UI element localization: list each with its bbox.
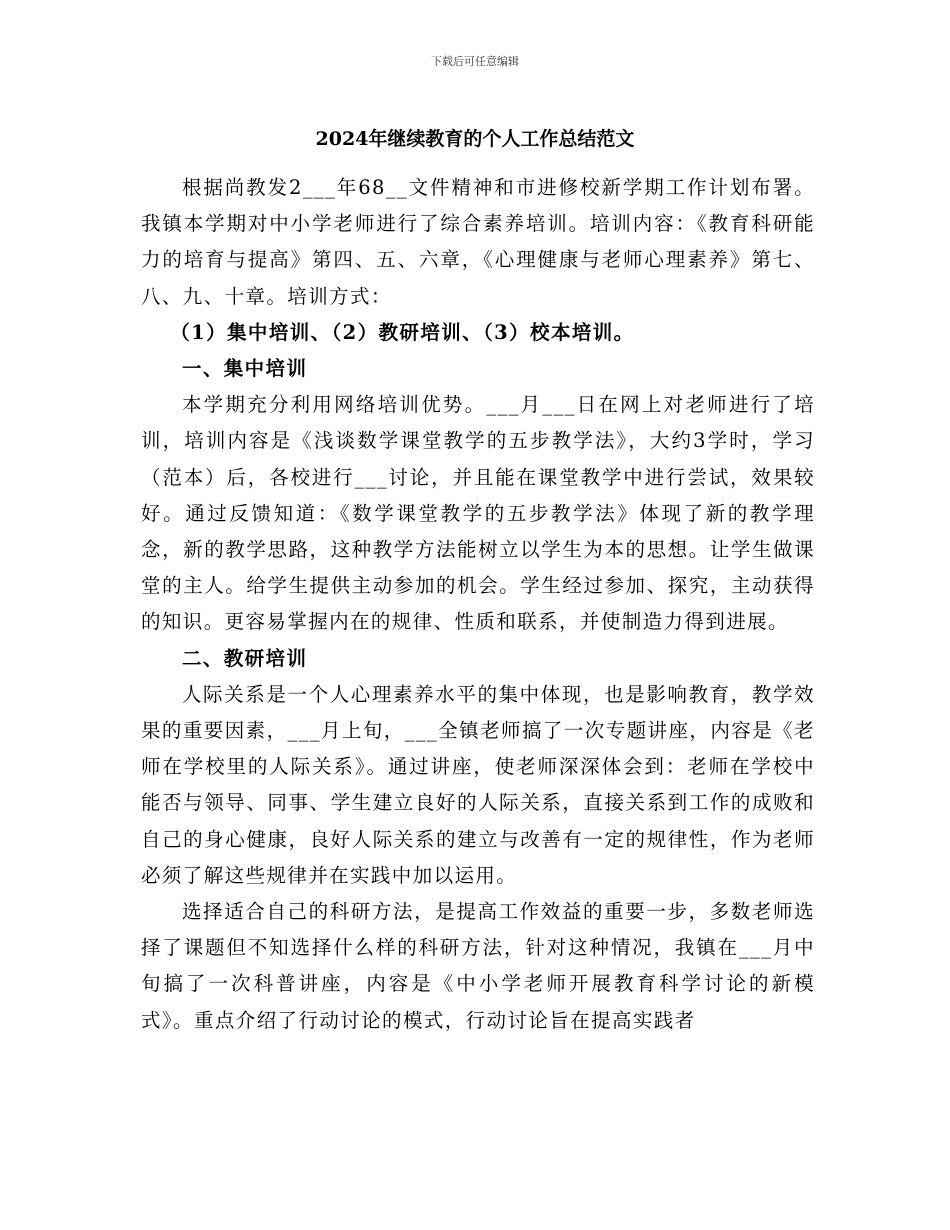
teaching-research-paragraph-1: 人际关系是一个人心理素养水平的集中体现，也是影响教育，教学效果的重要因素，___月上旬，___全镇老师搞了一次专题讲座，内容是《老师在学校里的人际关系》。通过讲座，使老师深深体会到：老师在学校中能否与领导、同事、学生建立良好的人际关系，直接关系到工作的成败和自己的身心健康，良好人际关系的建立与改善有一定的规律性，作为老师必须了解这些规律并在实践中加以运用。 bbox=[141, 682, 815, 887]
document-body bbox=[141, 170, 815, 1039]
document-title: 2024年继续教育的个人工作总结范文 bbox=[315, 128, 635, 150]
teaching-research-paragraph-2: 选择适合自己的科研方法，是提高工作效益的重要一步，多数老师选择了课题但不知选择什么样的科研方法，针对这种情况，我镇在___月中旬搞了一次科普讲座，内容是《中小学老师开展教育科学讨论的新模式》。重点介绍了行动讨论的模式，行动讨论旨在提高实践者 bbox=[141, 900, 815, 1032]
page-header: 下载后可任意编辑 bbox=[431, 55, 519, 68]
training-modes-line: （1）集中培训、（2）教研培训、（3）校本培训。 bbox=[170, 320, 635, 344]
centralized-training-paragraph: 本学期充分利用网络培训优势。___月___日在网上对老师进行了培训，培训内容是《浅谈数学课堂教学的五步教学法》，大约3学时，学习（范本）后，各校进行___讨论，并且能在课堂教学中进行尝试，效果较好。通过反馈知道：《数学课堂教学的五步教学法》体现了新的教学理念，新的教学思路，这种教学方法能树立以学生为本的思想。让学生做课堂的主人。给学生提供主动参加的机会。学生经过参加、探究，主动获得的知识。更容易掌握内在的规律、性质和联系，并使制造力得到进展。 bbox=[141, 393, 815, 634]
section-heading-teaching-research: 二、教研培训 bbox=[181, 646, 308, 670]
section-heading-centralized: 一、集中培训 bbox=[181, 357, 308, 381]
intro-paragraph: 根据尚教发2___年68__文件精神和市进修校新学期工作计划布署。我镇本学期对中小学老师进行了综合素养培训。培训内容：《教育科研能力的培育与提高》第四、五、六章，《心理健康与老师心理素养》第七、八、九、十章。培训方式： bbox=[141, 176, 815, 308]
